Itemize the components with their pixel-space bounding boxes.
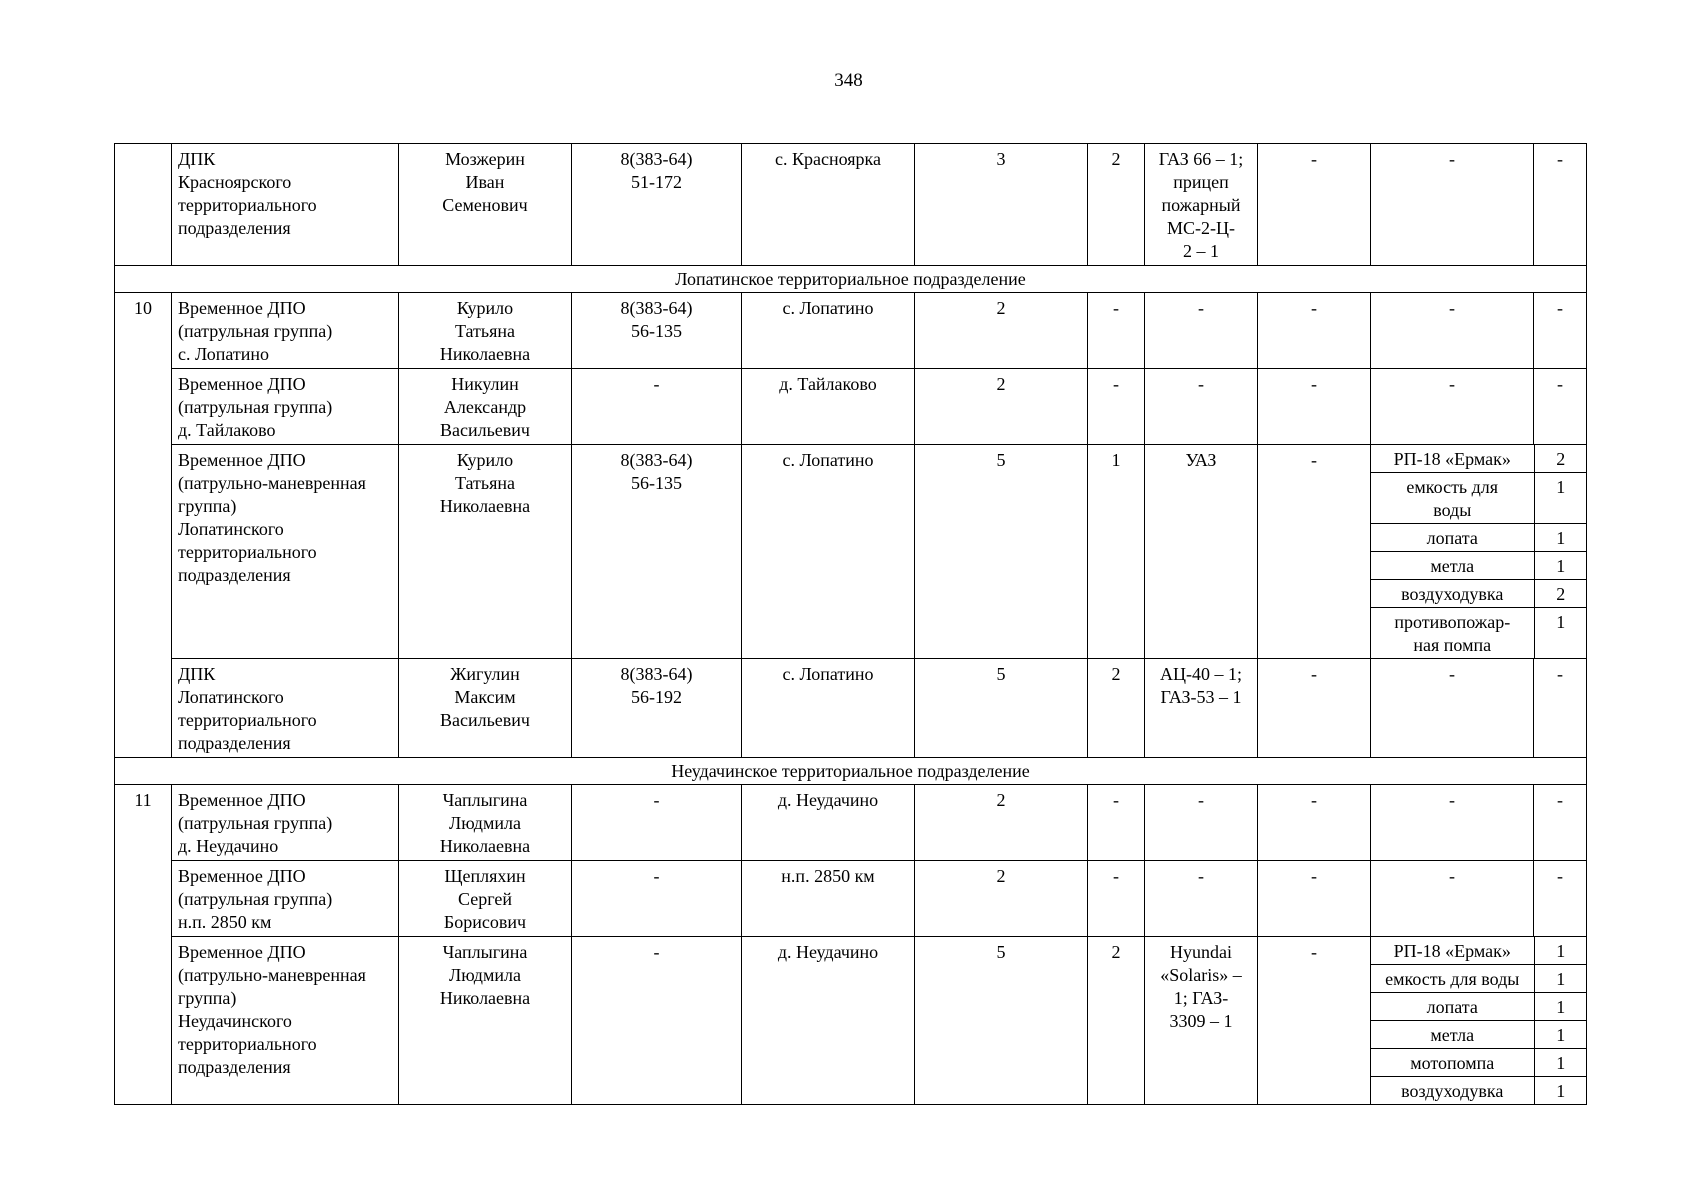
equipment-item bbox=[1371, 524, 1587, 552]
equipment-item bbox=[1371, 445, 1587, 473]
contact-phone: 8(383-64) 56-192 bbox=[572, 659, 742, 758]
contact-phone: 8(383-64) 56-135 bbox=[572, 445, 742, 659]
equipment-qty: 1 bbox=[1534, 1049, 1587, 1077]
unit-location: с. Красноярка bbox=[742, 144, 915, 266]
equipment-item bbox=[1371, 580, 1587, 608]
equipment-item bbox=[1371, 993, 1587, 1021]
extra-value: - bbox=[1258, 937, 1371, 1105]
personnel-count: 5 bbox=[915, 445, 1088, 659]
vehicles-list: Hyundai «Solaris» – 1; ГАЗ- 3309 – 1 bbox=[1145, 937, 1258, 1105]
page-number: 348 bbox=[834, 70, 863, 91]
unit-head: Щепляхин Сергей Борисович bbox=[399, 861, 572, 937]
equipment-name: - bbox=[1371, 861, 1534, 937]
vehicles-list: - bbox=[1145, 369, 1258, 445]
vehicles-count: 1 bbox=[1088, 445, 1145, 659]
equipment-qty: 2 bbox=[1534, 580, 1587, 608]
section-title: Неудачинское территориальное подразделение bbox=[115, 758, 1587, 785]
equipment-item bbox=[1371, 552, 1587, 580]
equipment-name: воздуходувка bbox=[1371, 1077, 1534, 1105]
unit-head: Чаплыгина Людмила Николаевна bbox=[399, 785, 572, 861]
contact-phone: - bbox=[572, 785, 742, 861]
vehicles-count: - bbox=[1088, 861, 1145, 937]
unit-location: д. Тайлаково bbox=[742, 369, 915, 445]
unit-head: Курило Татьяна Николаевна bbox=[399, 445, 572, 659]
equipment-qty: 1 bbox=[1534, 937, 1587, 965]
vehicles-list: - bbox=[1145, 785, 1258, 861]
equipment-qty: 1 bbox=[1534, 552, 1587, 580]
equipment-name: лопата bbox=[1371, 524, 1534, 552]
equipment-name: - bbox=[1371, 659, 1534, 758]
equipment-list bbox=[1371, 937, 1587, 1105]
personnel-count: 3 bbox=[915, 144, 1088, 266]
equipment-name: РП-18 «Ермак» bbox=[1371, 445, 1534, 473]
section-header-row bbox=[115, 758, 1587, 785]
equipment-name: противопожар- ная помпа bbox=[1371, 608, 1534, 659]
unit-head: Курило Татьяна Николаевна bbox=[399, 293, 572, 369]
equipment-name: - bbox=[1371, 785, 1534, 861]
equipment-qty: 1 bbox=[1534, 1021, 1587, 1049]
vehicles-count: 2 bbox=[1088, 659, 1145, 758]
table-row bbox=[115, 861, 1587, 937]
equipment-qty: 2 bbox=[1534, 445, 1587, 473]
equipment-qty: 1 bbox=[1556, 1081, 1566, 1101]
vehicles-count: 2 bbox=[1088, 937, 1145, 1105]
contact-phone: - bbox=[572, 861, 742, 937]
equipment-qty: - bbox=[1534, 785, 1587, 861]
vehicles-list: - bbox=[1145, 861, 1258, 937]
row-number: 10 bbox=[115, 293, 172, 758]
personnel-count: 2 bbox=[915, 785, 1088, 861]
unit-name: Временное ДПО (патрульная группа) н.п. 2850 км bbox=[172, 861, 399, 937]
equipment-name: емкость для воды bbox=[1371, 473, 1534, 524]
row-number bbox=[115, 144, 172, 266]
unit-name: ДПК Лопатинского территориального подразделения bbox=[172, 659, 399, 758]
vehicles-count: - bbox=[1088, 369, 1145, 445]
personnel-count: 5 bbox=[915, 937, 1088, 1105]
vehicles-count: - bbox=[1088, 785, 1145, 861]
unit-head: Жигулин Максим Васильевич bbox=[399, 659, 572, 758]
equipment-item bbox=[1371, 608, 1587, 659]
table-row bbox=[115, 369, 1587, 445]
extra-value: - bbox=[1258, 861, 1371, 937]
contact-phone: - bbox=[572, 937, 742, 1105]
equipment-item bbox=[1371, 937, 1587, 965]
equipment-qty: - bbox=[1534, 144, 1587, 266]
equipment-name: - bbox=[1371, 369, 1534, 445]
table-row bbox=[115, 659, 1587, 758]
equipment-item bbox=[1371, 1021, 1587, 1049]
unit-name: Временное ДПО (патрульно-маневренная группа) Неудачинского территориального подразделения bbox=[172, 937, 399, 1105]
equipment-list bbox=[1371, 445, 1587, 659]
unit-location: д. Неудачино bbox=[742, 937, 915, 1105]
unit-head: Мозжерин Иван Семенович bbox=[399, 144, 572, 266]
equipment-qty: 1 bbox=[1534, 473, 1587, 524]
equipment-qty: - bbox=[1534, 369, 1587, 445]
vehicles-list: - bbox=[1145, 293, 1258, 369]
unit-name: Временное ДПО (патрульная группа) с. Лопатино bbox=[172, 293, 399, 369]
equipment-name: лопата bbox=[1371, 993, 1534, 1021]
unit-name: Временное ДПО (патрульная группа) д. Неудачино bbox=[172, 785, 399, 861]
equipment-qty: - bbox=[1534, 659, 1587, 758]
equipment-name: мотопомпа bbox=[1371, 1049, 1534, 1077]
vehicles-list: АЦ-40 – 1; ГАЗ-53 – 1 bbox=[1145, 659, 1258, 758]
equipment-item bbox=[1371, 473, 1587, 524]
table-row bbox=[115, 445, 1587, 659]
equipment-qty: 1 bbox=[1556, 612, 1566, 632]
equipment-name: - bbox=[1371, 144, 1534, 266]
table-row bbox=[115, 785, 1587, 861]
table-row bbox=[115, 937, 1587, 1105]
equipment-qty: 1 bbox=[1534, 965, 1587, 993]
equipment-qty: 1 bbox=[1534, 524, 1587, 552]
unit-head: Чаплыгина Людмила Николаевна bbox=[399, 937, 572, 1105]
unit-head: Никулин Александр Васильевич bbox=[399, 369, 572, 445]
extra-value: - bbox=[1258, 144, 1371, 266]
table-row bbox=[115, 144, 1587, 266]
unit-location: с. Лопатино bbox=[742, 445, 915, 659]
equipment-name: воздуходувка bbox=[1371, 580, 1534, 608]
unit-name: Временное ДПО (патрульно-маневренная группа) Лопатинского территориального подразделения bbox=[172, 445, 399, 659]
personnel-count: 2 bbox=[915, 861, 1088, 937]
extra-value: - bbox=[1258, 293, 1371, 369]
equipment-name: - bbox=[1371, 293, 1534, 369]
equipment-name: РП-18 «Ермак» bbox=[1371, 937, 1534, 965]
equipment-item bbox=[1371, 1077, 1587, 1105]
personnel-count: 2 bbox=[915, 369, 1088, 445]
table-row bbox=[115, 293, 1587, 369]
extra-value: - bbox=[1258, 785, 1371, 861]
personnel-count: 5 bbox=[915, 659, 1088, 758]
section-header-row bbox=[115, 266, 1587, 293]
contact-phone: 8(383-64) 51-172 bbox=[572, 144, 742, 266]
extra-value: - bbox=[1258, 445, 1371, 659]
vehicles-list: УАЗ bbox=[1145, 445, 1258, 659]
unit-name: Временное ДПО (патрульная группа) д. Тайлаково bbox=[172, 369, 399, 445]
equipment-item bbox=[1371, 1049, 1587, 1077]
unit-location: с. Лопатино bbox=[742, 293, 915, 369]
section-title: Лопатинское территориальное подразделение bbox=[115, 266, 1587, 293]
unit-location: д. Неудачино bbox=[742, 785, 915, 861]
contact-phone: - bbox=[572, 369, 742, 445]
equipment-name: метла bbox=[1371, 1021, 1534, 1049]
equipment-qty: - bbox=[1534, 293, 1587, 369]
equipment-item bbox=[1371, 965, 1587, 993]
unit-location: с. Лопатино bbox=[742, 659, 915, 758]
equipment-name: метла bbox=[1371, 552, 1534, 580]
extra-value: - bbox=[1258, 369, 1371, 445]
equipment-qty: 1 bbox=[1534, 993, 1587, 1021]
vehicles-count: - bbox=[1088, 293, 1145, 369]
unit-name: ДПК Красноярского территориального подразделения bbox=[172, 144, 399, 266]
equipment-name: емкость для воды bbox=[1371, 965, 1534, 993]
extra-value: - bbox=[1258, 659, 1371, 758]
vehicles-list: ГАЗ 66 – 1; прицеп пожарный МС-2-Ц- 2 – 1 bbox=[1145, 144, 1258, 266]
contact-phone: 8(383-64) 56-135 bbox=[572, 293, 742, 369]
equipment-qty: - bbox=[1534, 861, 1587, 937]
unit-location: н.п. 2850 км bbox=[742, 861, 915, 937]
personnel-count: 2 bbox=[915, 293, 1088, 369]
vehicles-count: 2 bbox=[1088, 144, 1145, 266]
row-number: 11 bbox=[115, 785, 172, 1105]
fire-brigades-table bbox=[114, 143, 1587, 1105]
